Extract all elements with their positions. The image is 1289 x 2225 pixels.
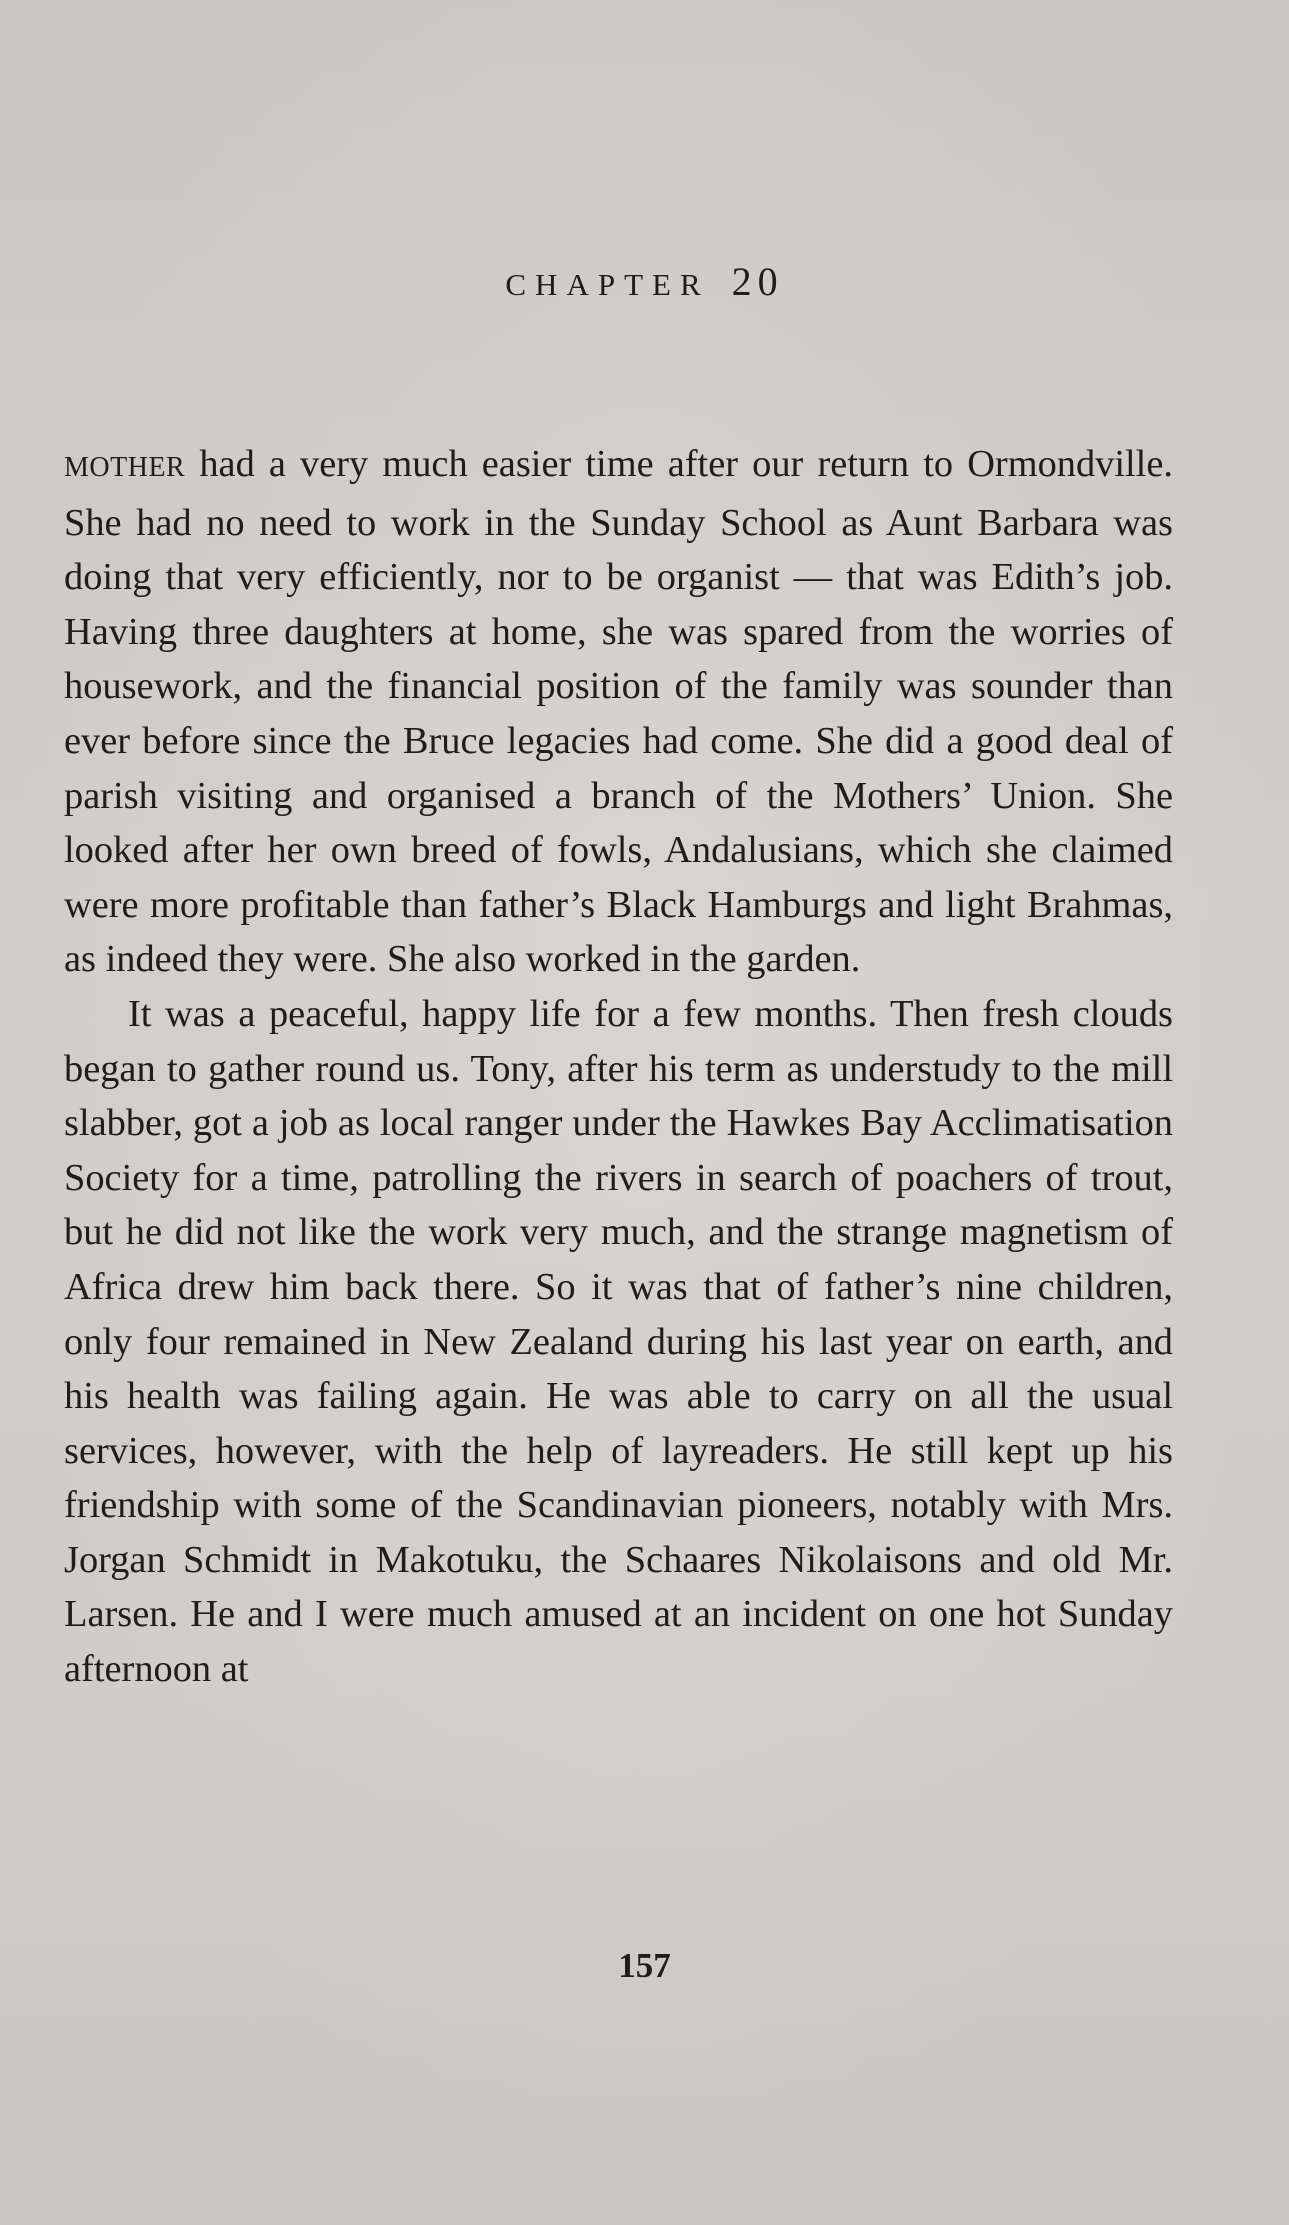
chapter-heading xyxy=(0,258,1289,305)
paragraph-lead-word: MOTHER xyxy=(64,452,186,483)
paragraph-1-text: had a very much easier time after our return to Ormondville. She had no need to work in the Sunday School as Aunt Barbara was doing that very efficiently, nor to be organist — that was Edith’s job. Having three daughters at home, she was spared from the worries of housework, and the financial position of the family was sounder than ever before since the Bruce legacies had come. She did a good deal of parish visiting and organised a branch of the Mothers’ Union. She looked after her own breed of fowls, Andalusians, which she claimed were more profitable than father’s Black Hamburgs and light Brahmas, as indeed they were. She also worked in the garden. xyxy=(64,443,1173,981)
paragraph-2 xyxy=(64,987,1173,1697)
paragraph-2-text: It was a peaceful, happy life for a few months. Then fresh clouds began to gather round us. Tony, after his term as understudy to the mill slabber, got a job as local ranger under the Hawkes Bay Acclimatisation Society for a time, patrolling the rivers in search of poachers of trout, but he did not like the work very much, and the strange magnetism of Africa drew him back there. So it was that of father’s nine children, only four remained in New Zealand during his last year on earth, and his health was failing again. He was able to carry on all the usual services, however, with the help of layreaders. He still kept up his friendship with some of the Scandinavian pioneers, notably with Mrs. Jorgan Schmidt in Makotuku, the Schaares Nikolaisons and old Mr. Larsen. He and I were much amused at an incident on one hot Sunday afternoon at xyxy=(64,992,1173,1691)
chapter-body xyxy=(64,437,1173,1697)
page-number: 157 xyxy=(618,1946,671,1985)
chapter-number: 20 xyxy=(731,259,784,304)
chapter-label: CHAPTER xyxy=(505,267,710,302)
paragraph-1 xyxy=(64,437,1173,987)
